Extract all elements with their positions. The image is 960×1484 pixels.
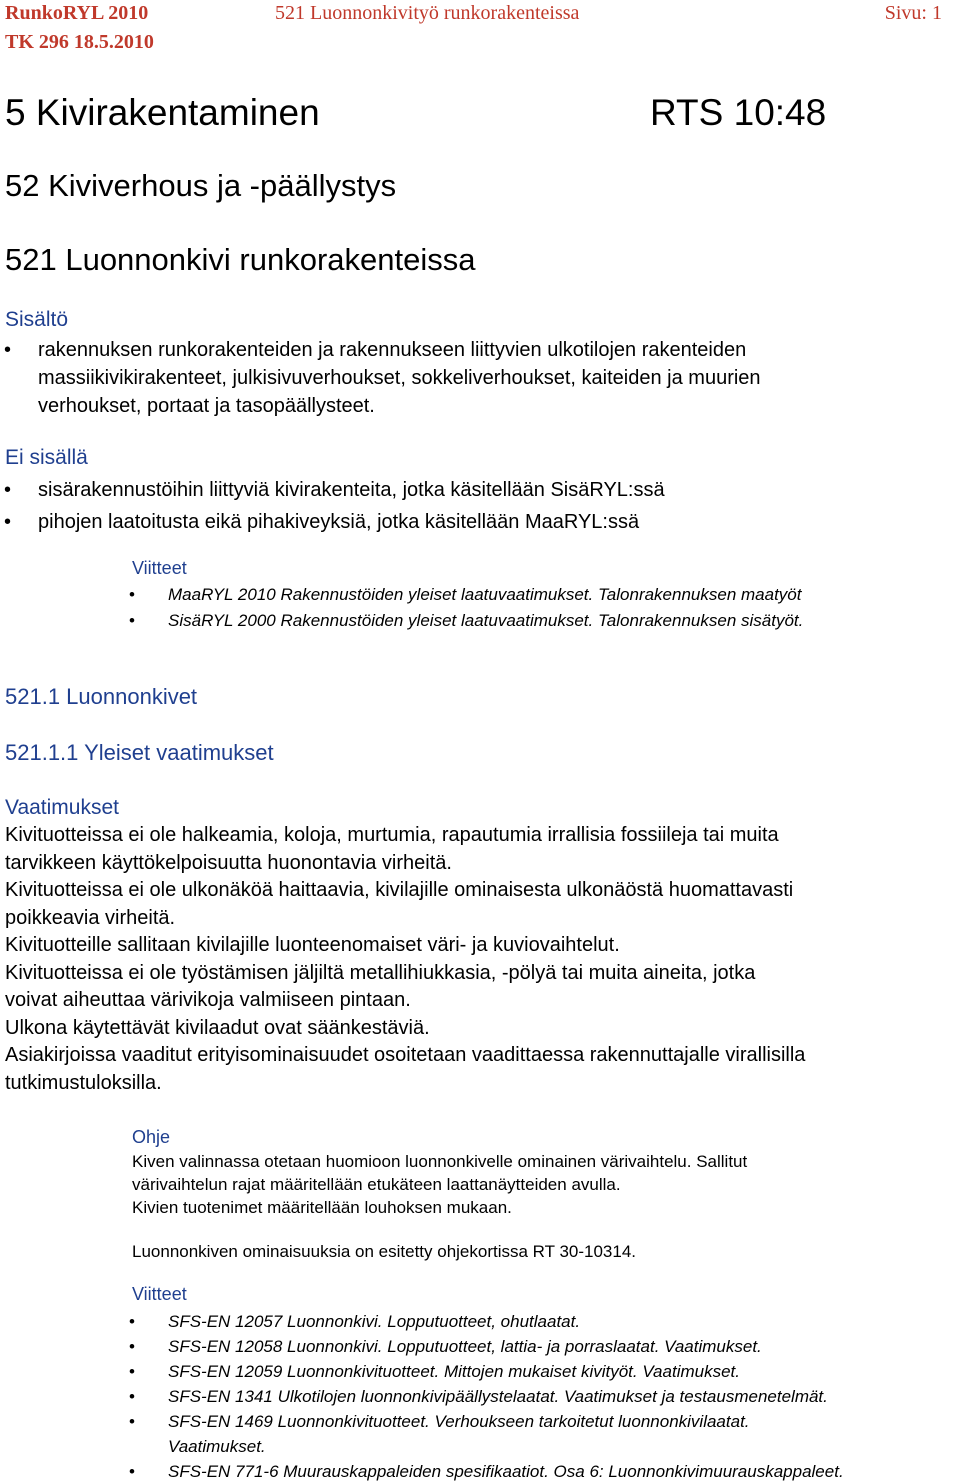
list-item: • SFS-EN 1341 Ulkotilojen luonnonkivipäällystelaatat. Vaatimukset ja testausmenetelmät.: [168, 1384, 844, 1409]
list-item: • SFS-EN 12058 Luonnonkivi. Lopputuotteet, lattia- ja porraslaatat. Vaatimukset.: [168, 1334, 844, 1359]
text-line: Kivituotteissa ei ole työstämisen jäljiltä metallihiukkasia, -pölyä tai muita aineita, jotka: [5, 961, 756, 984]
bullet-icon: •: [4, 339, 12, 361]
list-item: • MaaRYL 2010 Rakennustöiden yleiset laatuvaatimukset. Talonrakennuksen maatyöt: [168, 582, 803, 608]
ei-sisalla-label: Ei sisällä: [5, 446, 88, 469]
viitteet-label-2: Viitteet: [132, 1284, 187, 1304]
bullet-icon: •: [129, 1337, 135, 1356]
text-line: Kivituotteissa ei ole halkeamia, koloja, murtumia, rapautumia irrallisia fossiileja tai muita: [5, 824, 779, 846]
list-item: • SFS-EN 12059 Luonnonkivituotteet. Mittojen mukaiset kivityöt. Vaatimukset.: [168, 1359, 844, 1384]
ei-sisalla-list: [4, 476, 665, 536]
list-item: • SisäRYL 2000 Rakennustöiden yleiset laatuvaatimukset. Talonrakennuksen sisätyöt.: [168, 608, 803, 634]
text-line: tarvikkeen käyttökelpoisuutta huonontavia virheitä.: [5, 851, 452, 874]
sisalto-list: [4, 336, 761, 420]
list-item: • rakennuksen runkorakenteiden ja rakennukseen liittyvien ulkotilojen rakenteiden: [38, 336, 761, 364]
list-item: • pihojen laatoitusta eikä pihakiveyksiä, jotka käsitellään MaaRYL:ssä: [38, 508, 665, 536]
bullet-icon: •: [4, 511, 12, 533]
header-section-title: 521 Luonnonkivityö runkorakenteissa: [275, 2, 580, 24]
ohje-label: Ohje: [132, 1127, 171, 1147]
text-line: Kiven valinnassa otetaan huomioon luonnonkivelle ominainen värivaihtelu. Sallitut: [132, 1152, 748, 1171]
vaatimukset-label: Vaatimukset: [5, 796, 119, 819]
ohje-extra: Luonnonkiven ominaisuuksia on esitetty ohjekortissa RT 30-10314.: [132, 1242, 637, 1261]
bullet-icon: •: [129, 1412, 135, 1431]
ohje-text: [132, 1150, 922, 1219]
list-item: • sisärakennustöihin liittyviä kivirakenteita, jotka käsitellään SisäRYL:ssä: [38, 476, 665, 504]
card-number: TK 296 18.5.2010: [5, 31, 154, 53]
doc-name: RunkoRYL 2010: [5, 2, 149, 24]
bullet-icon: •: [129, 1462, 135, 1481]
bullet-icon: •: [129, 1362, 135, 1381]
viitteet-list: [129, 582, 804, 634]
section-521-1: 521.1 Luonnonkivet: [5, 684, 198, 709]
text-line: Asiakirjoissa vaaditut erityisominaisuudet osoitetaan vaadittaessa rakennuttajalle virallisilla: [5, 1044, 806, 1066]
text-line: poikkeavia virheitä.: [5, 906, 176, 929]
rts-code: RTS 10:48: [650, 92, 827, 133]
bullet-icon: •: [129, 611, 135, 630]
text-line: Ulkona käytettävät kivilaadut ovat säänkestäviä.: [5, 1016, 430, 1039]
list-item: verhoukset, portaat ja tasopäällysteet.: [38, 395, 375, 417]
subchapter-title: 52 Kiviverhous ja -päällystys: [5, 168, 397, 203]
bullet-icon: •: [129, 1387, 135, 1406]
chapter-title: 5 Kivirakentaminen: [5, 92, 320, 133]
viitteet-label: Viitteet: [132, 558, 187, 578]
page-number: Sivu: 1: [884, 2, 942, 24]
section-title: 521 Luonnonkivi runkorakenteissa: [5, 242, 476, 277]
list-item: Vaatimukset.: [168, 1437, 266, 1456]
vaatimukset-text: [5, 822, 955, 1097]
bullet-icon: •: [129, 1312, 135, 1331]
list-item: massiikivikirakenteet, julkisivuverhoukset, sokkeliverhoukset, kaiteiden ja muurien: [38, 367, 761, 389]
text-line: värivaihtelun rajat määritellään etukäteen laattanäytteiden avulla.: [132, 1175, 621, 1194]
section-521-1-1: 521.1.1 Yleiset vaatimukset: [5, 740, 274, 765]
text-line: Kivituotteissa ei ole ulkonäköä haittaavia, kivilajille ominaisesta ulkonäöstä huomattavasti: [5, 879, 794, 901]
viitteet-list-2: [129, 1309, 844, 1484]
list-item: • SFS-EN 12057 Luonnonkivi. Lopputuotteet, ohutlaatat.: [168, 1309, 844, 1334]
text-line: voivat aiheuttaa värivikoja valmiiseen pintaan.: [5, 989, 411, 1011]
text-line: Kivituotteille sallitaan kivilajille luonteenomaiset väri- ja kuviovaihtelut.: [5, 934, 620, 956]
list-item: • SFS-EN 771-6 Muurauskappaleiden spesifikaatiot. Osa 6: Luonnonkivimuurauskappaleet.: [168, 1459, 844, 1484]
text-line: tutkimustuloksilla.: [5, 1071, 162, 1094]
list-item: • SFS-EN 1469 Luonnonkivituotteet. Verhoukseen tarkoitetut luonnonkivilaatat.: [168, 1409, 844, 1434]
bullet-icon: •: [129, 585, 135, 604]
bullet-icon: •: [4, 479, 12, 501]
text-line: Kivien tuotenimet määritellään louhoksen mukaan.: [132, 1198, 512, 1217]
sisalto-label: Sisältö: [5, 308, 69, 331]
